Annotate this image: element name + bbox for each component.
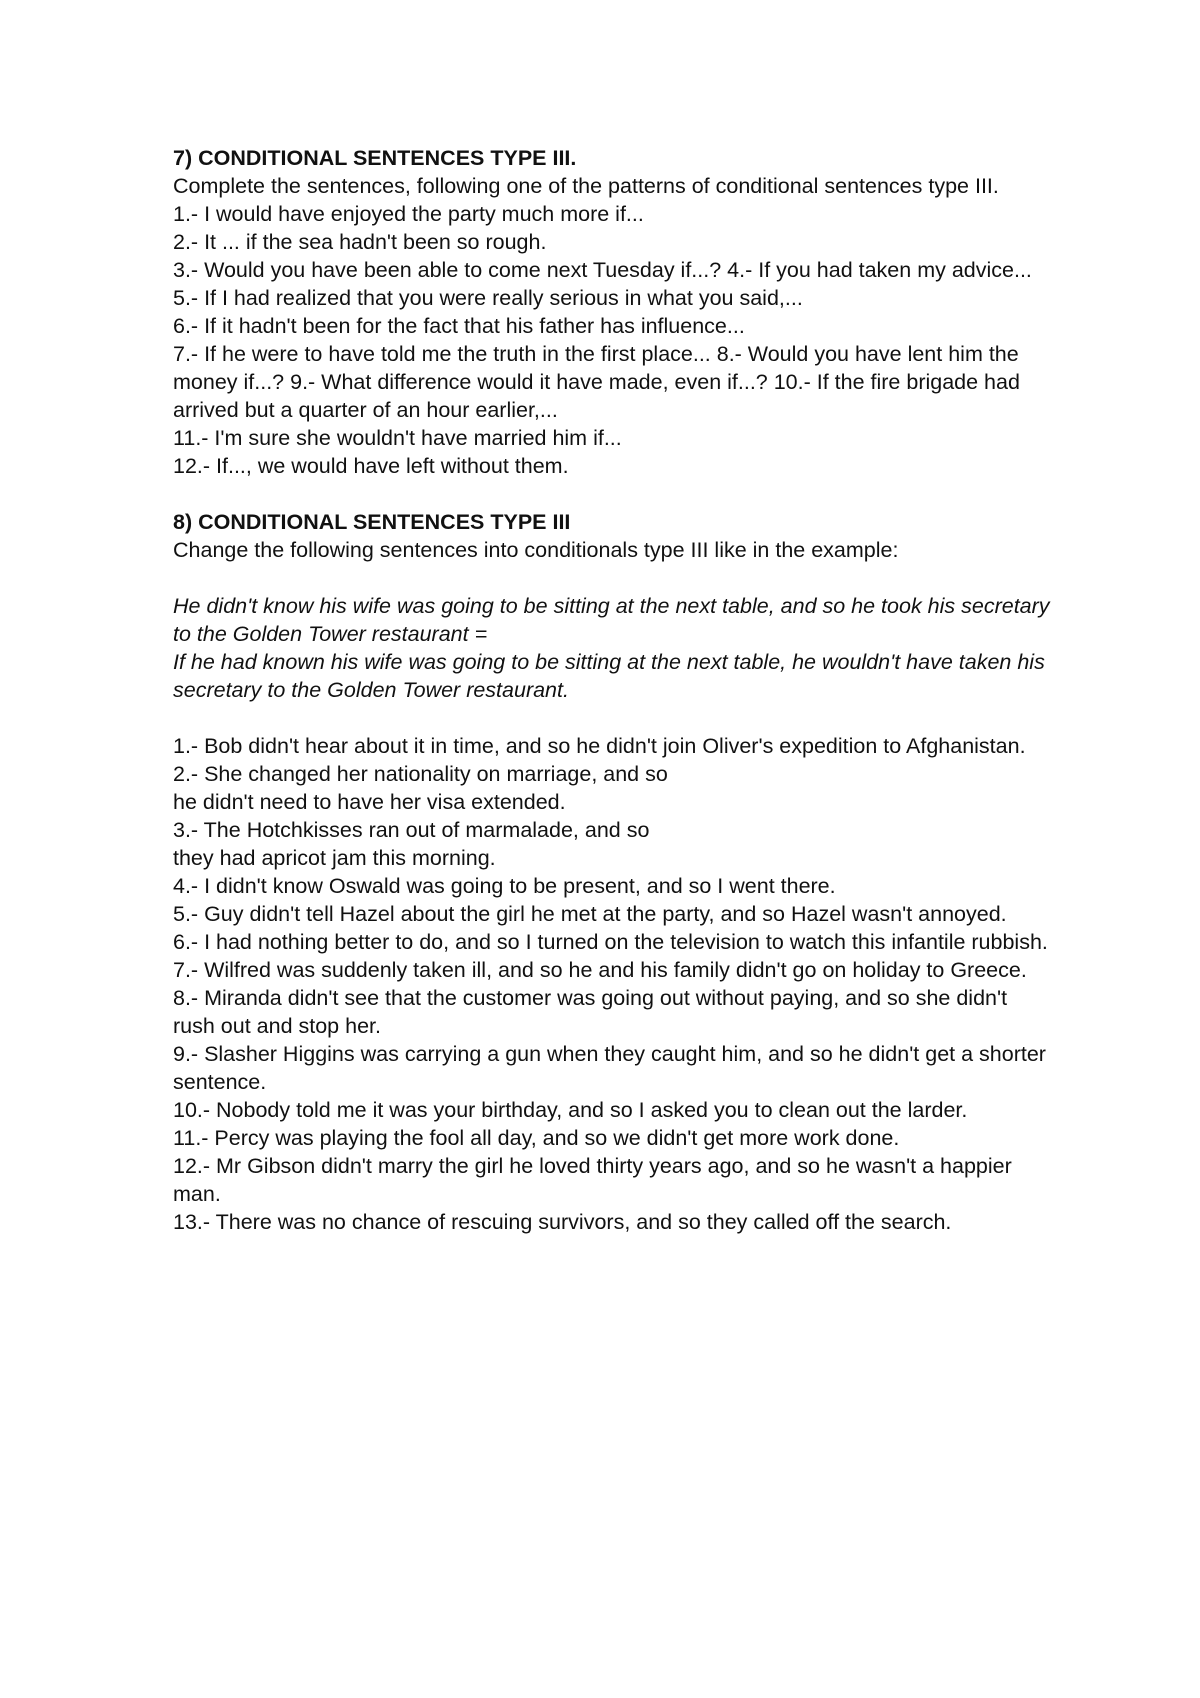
section-8-title: 8) CONDITIONAL SENTENCES TYPE III xyxy=(173,510,571,534)
section-7-item: 6.- If it hadn't been for the fact that his father has influence... xyxy=(173,314,745,338)
section-8-item: 3.- The Hotchkisses ran out of marmalade, and so xyxy=(173,818,650,842)
section-7-item: 2.- It ... if the sea hadn't been so rough. xyxy=(173,230,547,254)
section-8-item: 13.- There was no chance of rescuing survivors, and so they called off the search. xyxy=(173,1210,952,1234)
document-page xyxy=(173,144,1056,1236)
section-8-instruction: Change the following sentences into conditionals type III like in the example: xyxy=(173,538,899,562)
section-7-item: 1.- I would have enjoyed the party much more if... xyxy=(173,202,644,226)
section-8-item: 12.- Mr Gibson didn't marry the girl he loved thirty years ago, and so he wasn't a happier man. xyxy=(173,1154,1018,1206)
section-8-item: 6.- I had nothing better to do, and so I turned on the television to watch this infantile rubbish. xyxy=(173,930,1048,954)
section-7-title: 7) CONDITIONAL SENTENCES TYPE III. xyxy=(173,146,577,170)
section-8-item: 10.- Nobody told me it was your birthday, and so I asked you to clean out the larder. xyxy=(173,1098,968,1122)
section-8-item: 8.- Miranda didn't see that the customer was going out without paying, and so she didn't rush out and stop her. xyxy=(173,986,1014,1038)
section-8-item: they had apricot jam this morning. xyxy=(173,846,496,870)
example-original-sentence: He didn't know his wife was going to be sitting at the next table, and so he took his secretary to the Golden Tower restaurant = xyxy=(173,594,1056,646)
example-conditional-sentence: If he had known his wife was going to be sitting at the next table, he wouldn't have taken his secretary to the Golden Tower restaurant. xyxy=(173,650,1051,702)
section-8-item: 2.- She changed her nationality on marriage, and so xyxy=(173,762,668,786)
section-8-item: 1.- Bob didn't hear about it in time, and so he didn't join Oliver's expedition to Afghanistan. xyxy=(173,734,1026,758)
section-8-item: 7.- Wilfred was suddenly taken ill, and so he and his family didn't go on holiday to Greece. xyxy=(173,958,1027,982)
section-7-instruction: Complete the sentences, following one of the patterns of conditional sentences type III. xyxy=(173,174,999,198)
section-8-item: he didn't need to have her visa extended. xyxy=(173,790,566,814)
section-7-item: 5.- If I had realized that you were really serious in what you said,... xyxy=(173,286,803,310)
section-7-item: 11.- I'm sure she wouldn't have married him if... xyxy=(173,426,622,450)
section-8-item: 4.- I didn't know Oswald was going to be present, and so I went there. xyxy=(173,874,836,898)
section-8-item: 9.- Slasher Higgins was carrying a gun when they caught him, and so he didn't get a shorter sentence. xyxy=(173,1042,1052,1094)
section-7-item: 3.- Would you have been able to come next Tuesday if...? 4.- If you had taken my advice... xyxy=(173,258,1032,282)
section-8-item: 5.- Guy didn't tell Hazel about the girl he met at the party, and so Hazel wasn't annoyed. xyxy=(173,902,1007,926)
section-7-item: 7.- If he were to have told me the truth in the first place... 8.- Would you have lent him the money if...? 9.- What difference would it have made, even if...? 10.- If the fire brigade had arrived but a quarter of an hour earlier,... xyxy=(173,342,1026,422)
section-7-item: 12.- If..., we would have left without them. xyxy=(173,454,569,478)
section-8-item: 11.- Percy was playing the fool all day, and so we didn't get more work done. xyxy=(173,1126,900,1150)
example-spacer xyxy=(173,564,1053,592)
items-spacer xyxy=(173,704,1053,732)
section-spacer xyxy=(173,480,1053,508)
